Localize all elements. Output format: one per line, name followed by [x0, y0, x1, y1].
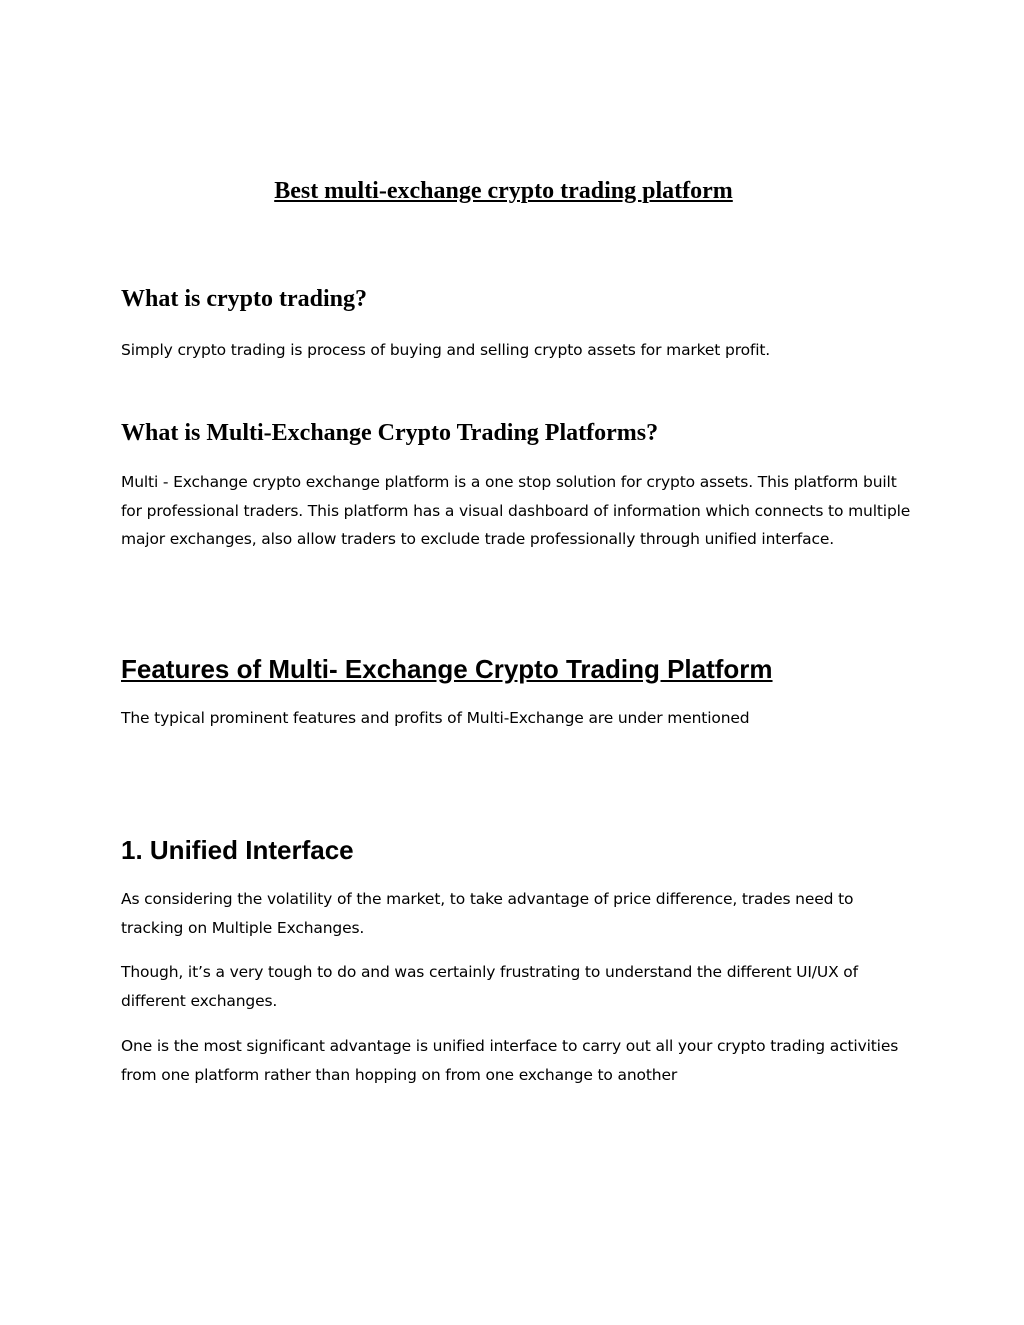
heading-unified-interface: 1. Unified Interface	[121, 835, 354, 865]
paragraph-what-is-multi-exchange: Multi - Exchange crypto exchange platform is a one stop solution for crypto assets. This platform built for professional traders. This platform has a visual dashboard of information which connects to multiple major exchanges, also allow traders to exclude trade professionally through unified interface.	[121, 473, 911, 548]
paragraph-features-intro: The typical prominent features and profits of Multi-Exchange are under mentioned	[121, 709, 750, 727]
paragraph-what-is-crypto-trading: Simply crypto trading is process of buying and selling crypto assets for market profit.	[121, 341, 771, 359]
document-title: Best multi-exchange crypto trading platform	[274, 178, 733, 204]
heading-what-is-crypto-trading: What is crypto trading?	[121, 286, 367, 312]
heading-features: Features of Multi- Exchange Crypto Trading Platform	[121, 654, 773, 684]
paragraph-unified-interface-3: One is the most significant advantage is unified interface to carry out all your crypto trading activities from one platform rather than hopping on from one exchange to another	[121, 1037, 899, 1084]
heading-what-is-multi-exchange: What is Multi-Exchange Crypto Trading Platforms?	[121, 420, 659, 446]
paragraph-unified-interface-2: Though, it’s a very tough to do and was certainly frustrating to understand the different UI/UX of different exchanges.	[121, 963, 858, 1010]
paragraph-unified-interface-1: As considering the volatility of the market, to take advantage of price difference, trades need to tracking on Multiple Exchanges.	[121, 890, 854, 937]
